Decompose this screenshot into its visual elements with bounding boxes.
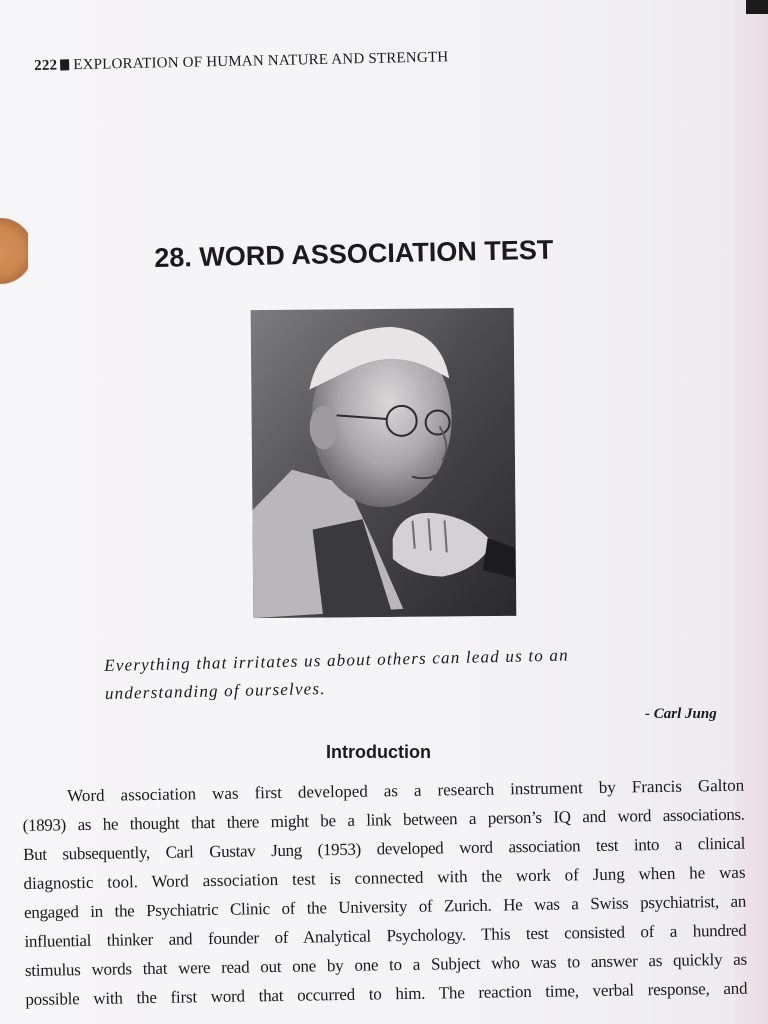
running-header (34, 46, 594, 75)
quote-line-1: Everything that irritates us about others can lead us to an (104, 645, 570, 675)
paragraph-line: stimulus words that were read out one by one to a Subject who was to answer as quickly as (24, 949, 748, 980)
portrait-photo (251, 308, 517, 618)
paragraph-line: engaged in the Psychiatric Clinic of the University of Zurich. He was a Swiss psychiatrist, an (23, 891, 747, 922)
running-title: EXPLORATION OF HUMAN NATURE AND STRENGTH (73, 49, 449, 74)
paragraph-line: diagnostic tool. Word association test is connected with the work of Jung when he was (23, 862, 746, 893)
section-heading: Introduction (326, 742, 431, 762)
paragraph-line: (1893) as he thought that there might be a link between a person’s IQ and word associations. (22, 804, 745, 835)
body-paragraph (22, 771, 748, 1014)
paragraph-line: But subsequently, Carl Gustav Jung (1953) developed word association test into a clinical (22, 833, 746, 864)
quote-author: - Carl Jung (645, 706, 717, 722)
paragraph-line: influential thinker and founder of Analytical Psychology. This test consisted of a hundred (24, 920, 747, 951)
paragraph-line: possible with the first word that occurred to him. The reaction time, verbal response, and (25, 978, 748, 1009)
page-number: 222 (34, 57, 58, 74)
quote-line-2: understanding of ourselves. (104, 678, 326, 703)
epigraph-quote (104, 638, 705, 708)
page-tab-marker (0, 218, 28, 284)
paragraph-line: Word association was first developed as a research instrument by Francis Galton (67, 775, 745, 806)
square-bullet-icon (60, 59, 69, 70)
chapter-title: 28. WORD ASSOCIATION TEST (154, 234, 554, 273)
